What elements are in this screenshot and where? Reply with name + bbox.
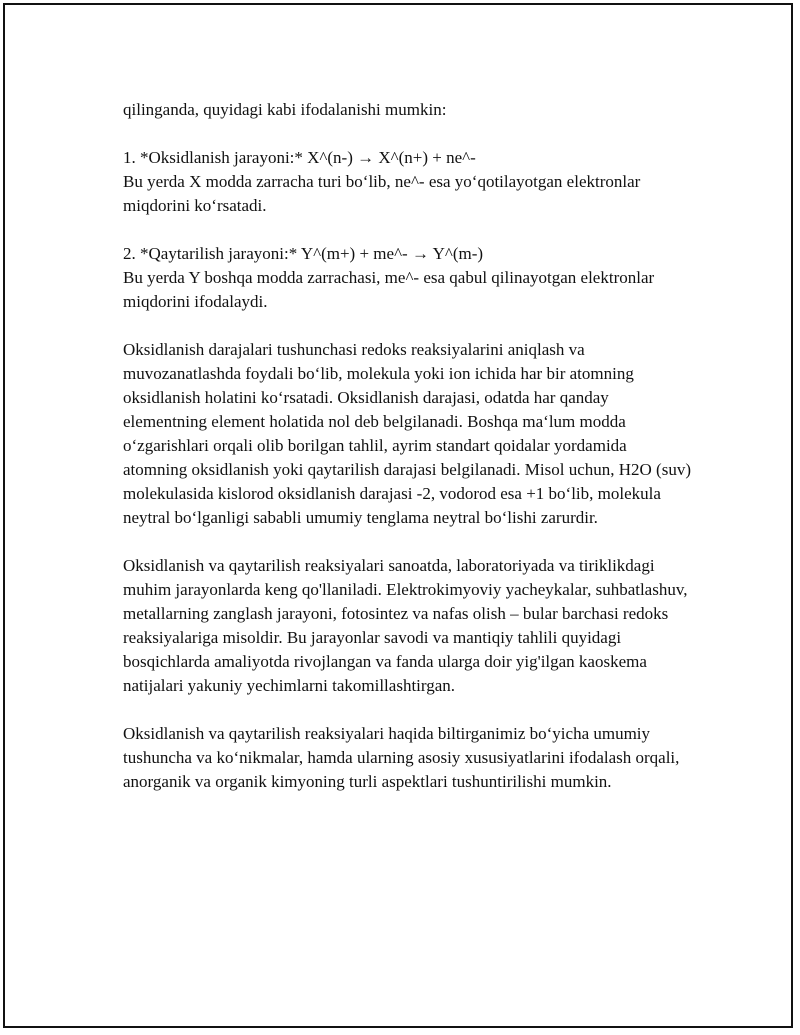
paragraph-applications: Oksidlanish va qaytarilish reaksiyalari sanoatda, laboratoriyada va tiriklikdagi muhim jarayonlarda keng qo'llaniladi. Elektrokimyoviy yacheykalar, suhbatlashuv, metallarning zanglash jarayoni, fotosintez va nafas olish – bular barchasi redoks reaksiyalariga misoldir. Bu jarayonlar savodi va mantiqiy tahlili quyidagi bosqichlarda amaliyotda rivojlangan va fanda ularga doir yig'ilgan kaoskema natijalari yakuniy yechimlarni takomillashtirgan. bbox=[123, 556, 688, 695]
paragraph-conclusion: Oksidlanish va qaytarilish reaksiyalari haqida biltirganimiz bo‘yicha umumiy tushuncha va ko‘nikmalar, hamda ularning asosiy xususiyatlarini ifodalash orqali, anorganik va organik kimyoning turli aspektlari tushuntirilishi mumkin. bbox=[123, 724, 680, 791]
page-frame bbox=[3, 3, 793, 1028]
paragraph-intro: qilinganda, quyidagi kabi ifodalanishi mumkin: bbox=[123, 100, 447, 119]
list-item-oxidation: 1. *Oksidlanish jarayoni:* X^(n-) → X^(n+) + ne^- Bu yerda X modda zarracha turi bo‘lib, ne^- esa yo‘qotilayotgan elektronlar miqdorini ko‘rsatadi. bbox=[123, 148, 641, 215]
page-content bbox=[123, 98, 693, 794]
paragraph-oxidation-states: Oksidlanish darajalari tushunchasi redoks reaksiyalarini aniqlash va muvozanatlashda foydali bo‘lib, molekula yoki ion ichida har bir atomning oksidlanish holatini ko‘rsatadi. Oksidlanish darajasi, odatda har qanday elementning element holatida nol deb belgilanadi. Boshqa ma‘lum modda o‘zgarishlari orqali olib borilgan tahlil, ayrim standart qoidalar yordamida atomning oksidlanish yoki qaytarilish darajasi belgilanadi. Misol uchun, H2O (suv) molekulasida kislorod oksidlanish darajasi -2, vodorod esa +1 bo‘lib, molekula neytral bo‘lganligi sababli umumiy tenglama neytral bo‘lishi zarurdir. bbox=[123, 340, 691, 527]
list-item-reduction: 2. *Qaytarilish jarayoni:* Y^(m+) + me^- → Y^(m-) Bu yerda Y boshqa modda zarrachasi, me^- esa qabul qilinayotgan elektronlar miqdorini ifodalaydi. bbox=[123, 244, 655, 311]
